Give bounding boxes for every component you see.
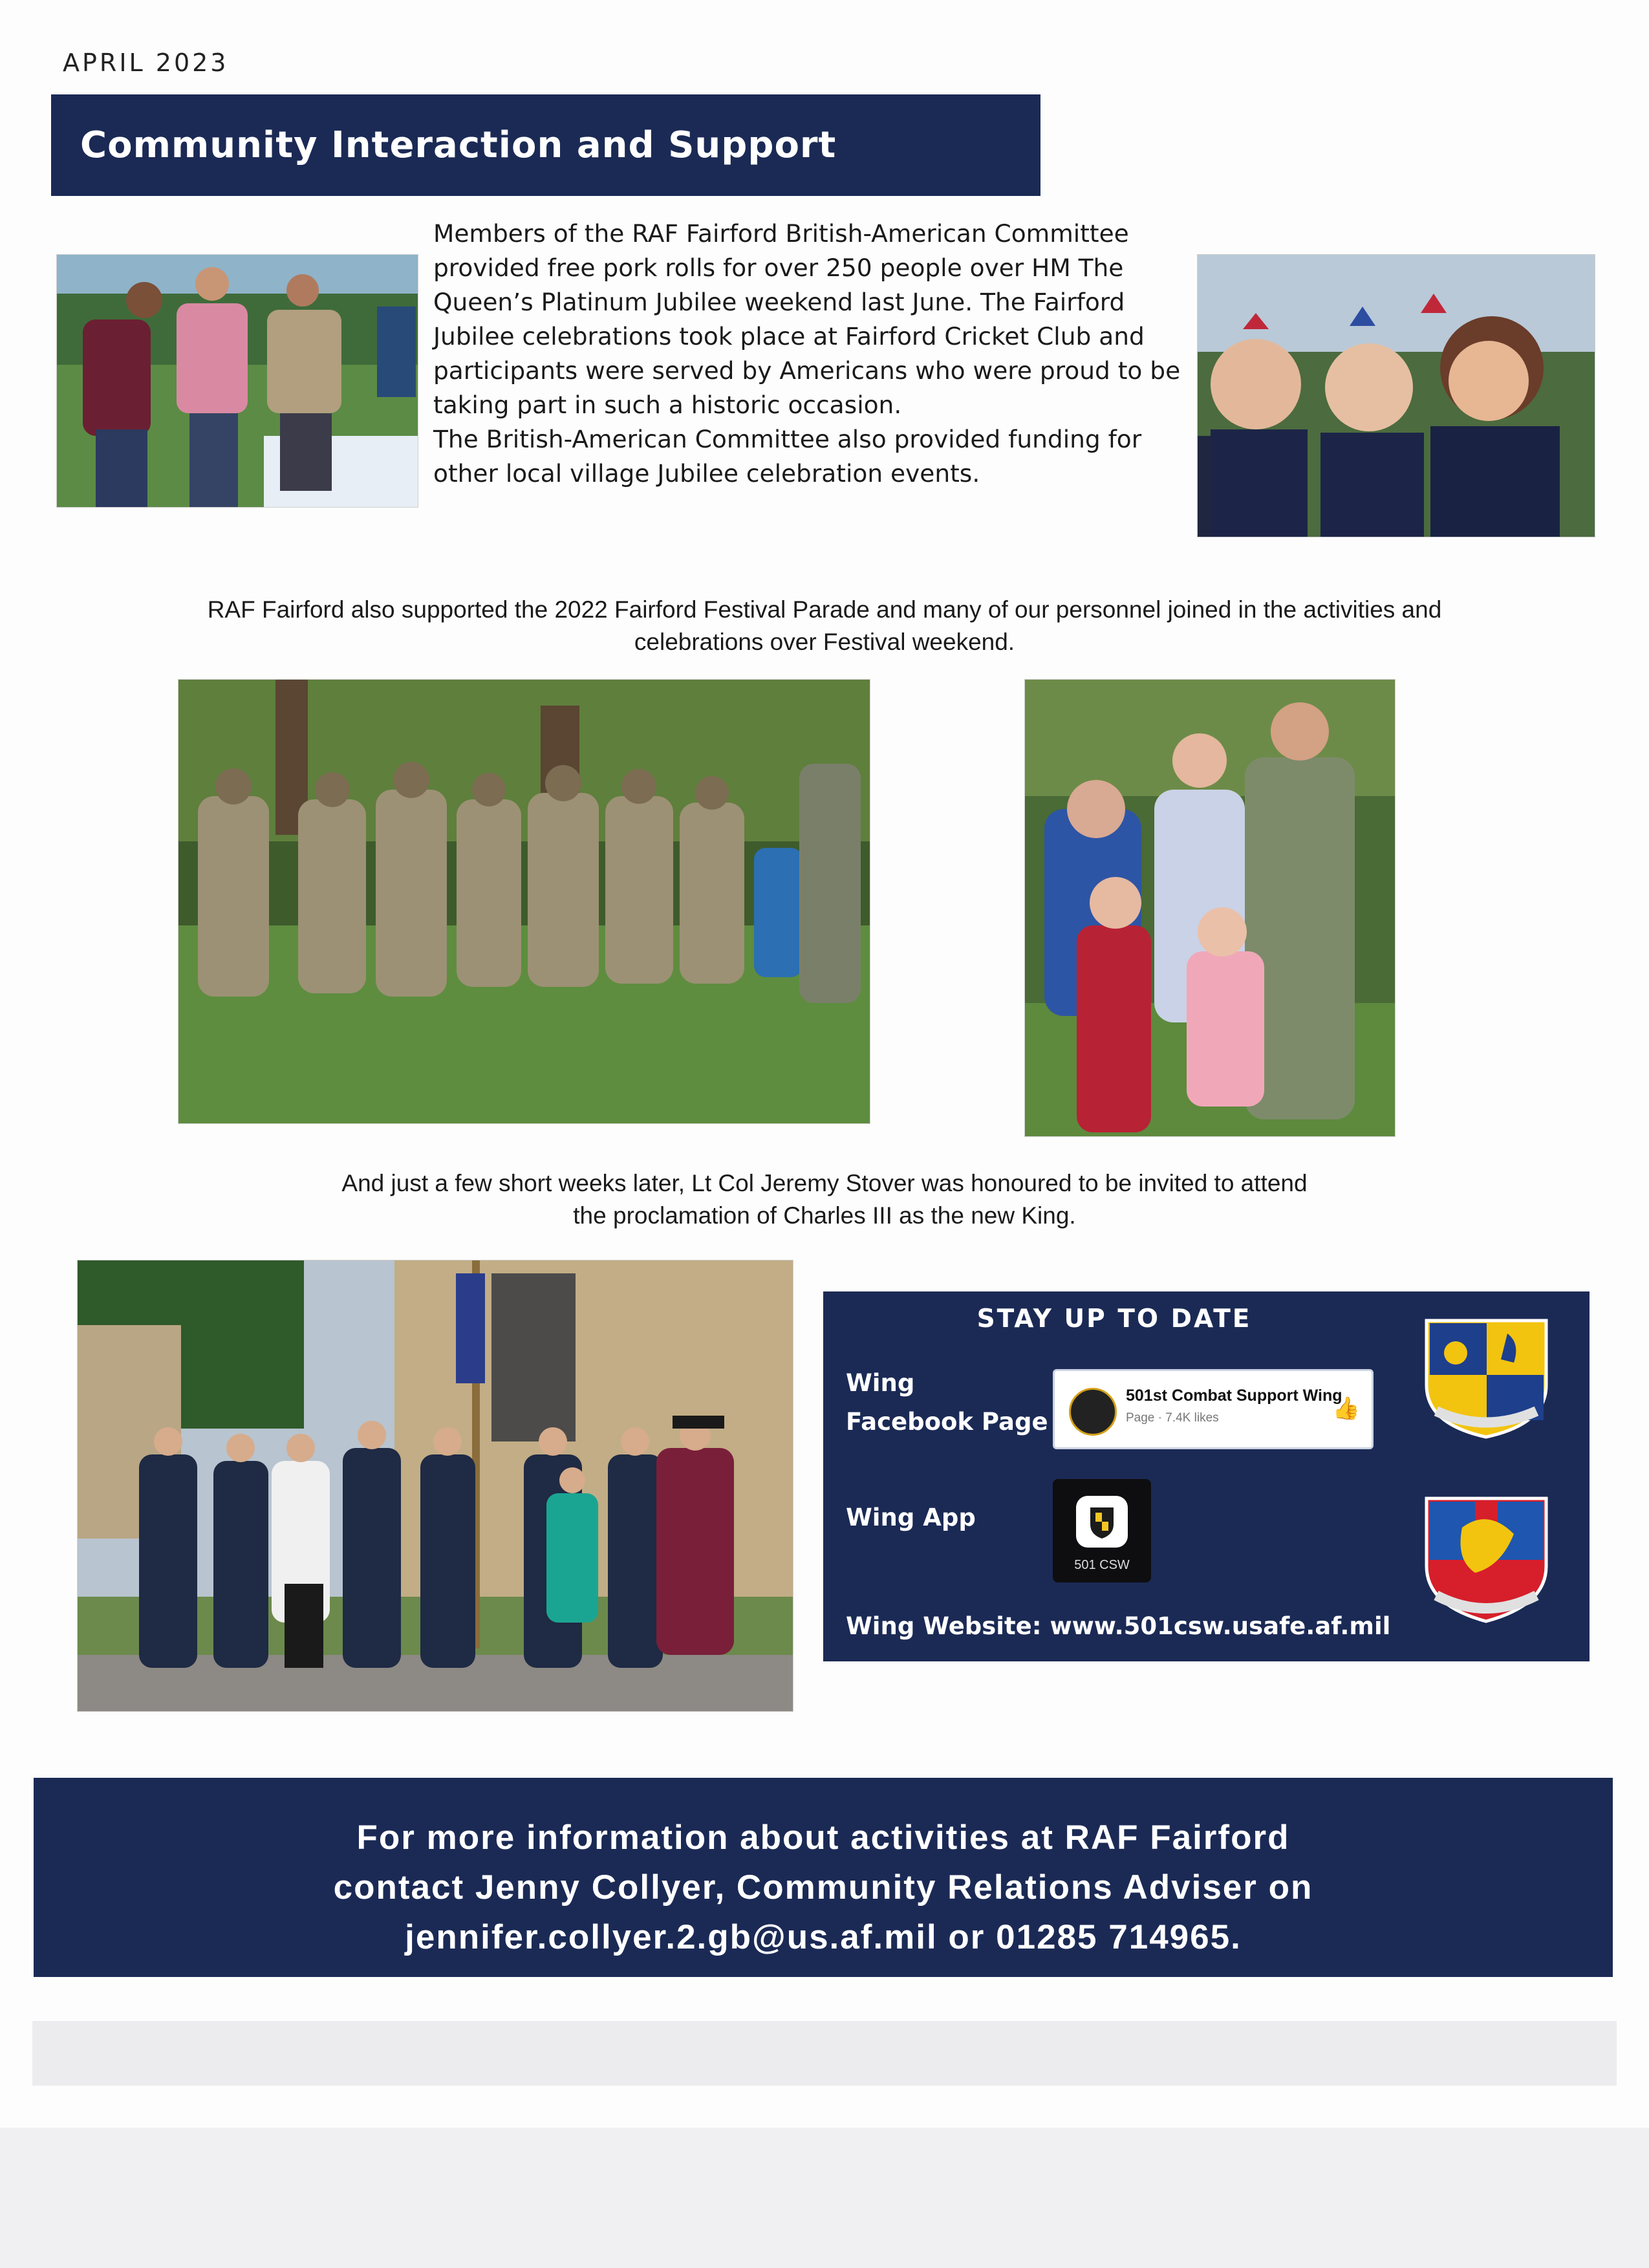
wing-logo-icon <box>1069 1388 1117 1436</box>
intro-text <box>433 217 1190 491</box>
bleed-through-band <box>32 2021 1617 2086</box>
facebook-label <box>846 1364 1048 1442</box>
501st-combat-support-wing-crest-icon <box>1417 1314 1556 1440</box>
contact-line-1: For more information about activities at RAF Fairford <box>356 1819 1290 1857</box>
scan-margin <box>0 2128 1649 2268</box>
wing-app-tile[interactable] <box>1053 1479 1151 1582</box>
facebook-page-subtitle: Page · 7.4K likes <box>1126 1411 1219 1425</box>
photo-festival-personnel <box>178 679 870 1124</box>
photo-jubilee-volunteers <box>56 254 418 508</box>
contact-banner <box>34 1778 1613 1977</box>
festival-caption-line-2: celebrations over Festival weekend. <box>634 629 1015 655</box>
proclamation-caption-line-2: the proclamation of Charles III as the new King. <box>573 1202 1076 1229</box>
facebook-label-line-1: Wing <box>846 1369 915 1397</box>
festival-caption <box>78 594 1571 658</box>
photo-festival-family <box>1024 679 1396 1137</box>
proclamation-caption <box>194 1167 1455 1232</box>
festival-caption-line-1: RAF Fairford also supported the 2022 Fairford Festival Parade and many of our personnel joined in the activities and <box>207 596 1442 623</box>
issue-date: APRIL 2023 <box>63 49 229 77</box>
contact-line-3[interactable]: jennifer.collyer.2.gb@us.af.mil or 01285 714965. <box>405 1918 1242 1956</box>
stay-up-to-date-title: STAY UP TO DATE <box>976 1304 1252 1334</box>
section-title: Community Interaction and Support <box>51 94 1040 196</box>
intro-paragraph-1: Members of the RAF Fairford British-American Committee provided free pork rolls for over 250 people over HM The Queen’s Platinum Jubilee weekend last June. The Fairford Jubilee celebrations took place at Fairford Cricket Club and participants were served by Americans who were proud to be taking part in such a historic occasion. <box>433 219 1181 419</box>
facebook-label-line-2: Facebook Page <box>846 1408 1048 1436</box>
facebook-page-card[interactable] <box>1053 1369 1374 1449</box>
intro-paragraph-2: The British-American Committee also provided funding for other local village Jubilee celebration events. <box>433 425 1142 488</box>
wing-website-link[interactable]: Wing Website: www.501csw.usafe.af.mil <box>846 1612 1391 1640</box>
422d-air-base-group-crest-icon <box>1417 1489 1556 1628</box>
photo-jubilee-selfie <box>1197 254 1595 537</box>
contact-line-2: contact Jenny Collyer, Community Relations Adviser on <box>333 1868 1313 1906</box>
wing-app-label: Wing App <box>846 1504 976 1531</box>
thumbs-up-icon[interactable]: 👍 <box>1332 1396 1360 1421</box>
proclamation-caption-line-1: And just a few short weeks later, Lt Col Jeremy Stover was honoured to be invited to attend <box>341 1170 1308 1196</box>
stay-up-to-date-panel <box>823 1291 1590 1661</box>
photo-proclamation <box>77 1260 793 1712</box>
wing-app-name: 501 CSW <box>1074 1558 1130 1572</box>
wing-app-icon <box>1076 1496 1128 1548</box>
facebook-page-name: 501st Combat Support Wing <box>1126 1387 1342 1405</box>
